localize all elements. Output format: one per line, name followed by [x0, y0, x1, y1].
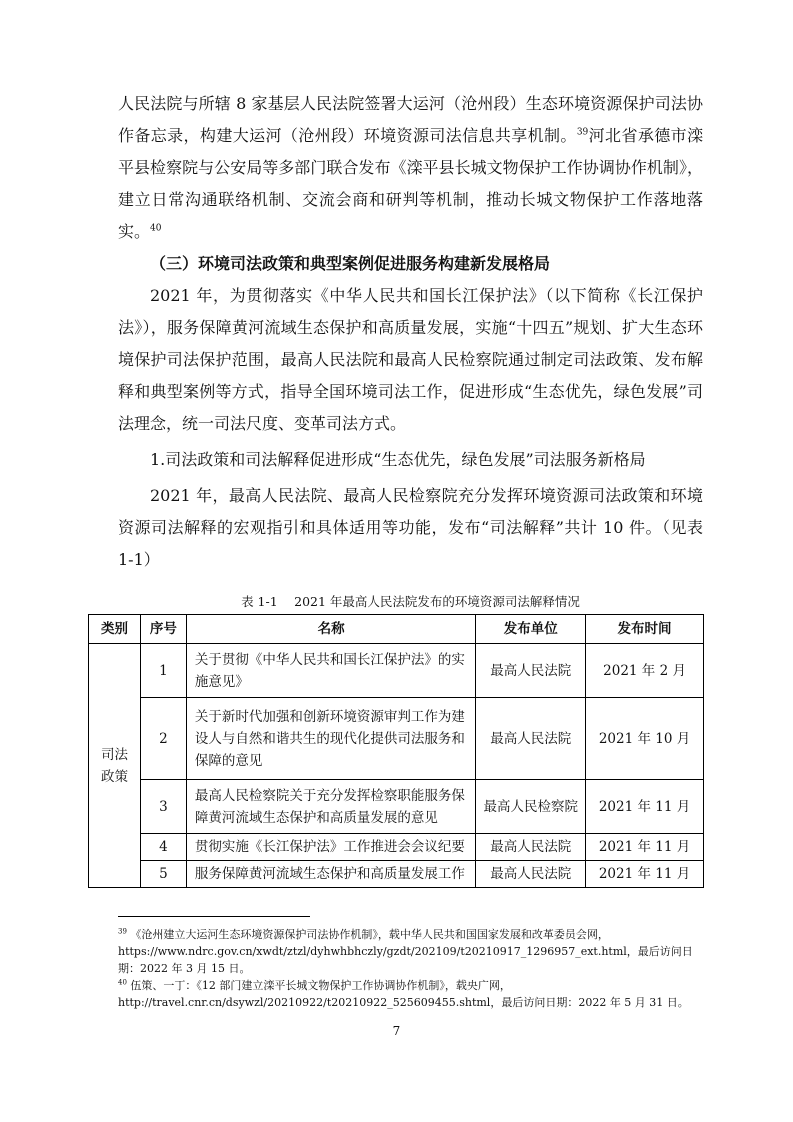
- row-issuer: 最高人民法院: [476, 861, 586, 888]
- row-date: 2021 年 2 月: [586, 644, 704, 698]
- category-line-1: 司法: [100, 746, 128, 763]
- paragraph-2: 2021 年，为贯彻落实《中华人民共和国长江保护法》（以下简称《长江保护法》），服务保障黄河流域生态保护和高质量发展，实施“十四五”规划、扩大生态环境保护司法保护范围，最高人民法院和最高人民检察院通过制定司法政策、发布解释和典型案例等方式，指导全国环境司法工作，促进形成“生态优先，绿色发展”司法理念，统一司法尺度、变革司法方式。: [118, 286, 703, 433]
- footnotes: [118, 926, 703, 1011]
- row-issuer: 最高人民法院: [476, 698, 586, 780]
- row-name: 关于新时代加强和创新环境资源审判工作为建设人与自然和谐共生的现代化提供司法服务和保障的意见: [186, 698, 475, 780]
- table-row: [89, 780, 704, 834]
- footnote-ref-40[interactable]: 40: [150, 223, 162, 234]
- table-row: [89, 698, 704, 780]
- row-date: 2021 年 11 月: [586, 780, 704, 834]
- footnote-text: 伍策、一丁：《12 部门建立滦平长城文物保护工作协调协作机制》，载央广网，http://travel.cnr.cn/dsywzl/20210922/t20210922_525609455.shtml，最后访问日期：2022 年 5 月 31 日。: [118, 979, 689, 1009]
- footnote-39: [118, 926, 703, 977]
- header-number: 序号: [140, 615, 186, 644]
- table-row: [89, 644, 704, 698]
- section-heading: （三）环境司法政策和典型案例促进服务构建新发展格局: [150, 254, 551, 273]
- row-issuer: 最高人民法院: [476, 834, 586, 861]
- row-name: 最高人民检察院关于充分发挥检察职能服务保障黄河流域生态保护和高质量发展的意见: [186, 780, 475, 834]
- paragraph-1-text-a: 人民法院与所辖 8 家基层人民法院签署大运河（沧州段）生态环境资源保护司法协作备忘录，构建大运河（沧州段）环境资源司法信息共享机制。: [118, 94, 703, 145]
- row-date: 2021 年 11 月: [586, 834, 704, 861]
- judicial-interpretation-table: [88, 614, 704, 888]
- row-name: 关于贯彻《中华人民共和国长江保护法》的实施意见》: [186, 644, 475, 698]
- header-issuer: 发布单位: [476, 615, 586, 644]
- table-row: [89, 834, 704, 861]
- footnote-divider: [118, 916, 310, 917]
- row-issuer: 最高人民检察院: [476, 780, 586, 834]
- page-number: 7: [392, 1024, 401, 1038]
- table-header-row: [89, 615, 704, 644]
- row-number: 1: [140, 644, 186, 698]
- row-number: 5: [140, 861, 186, 888]
- footnote-40: [118, 977, 703, 1011]
- footnote-text: 《沧州建立大运河生态环境资源保护司法协作机制》，载中华人民共和国国家发展和改革委员会网，https://www.ndrc.gov.cn/xwdt/ztzl/dyhwhbhczly/gzdt/202109/t20210917_1296957_ext.html，最后访问日期：2022 年 3 月 15 日。: [118, 928, 693, 975]
- sub-heading: 1.司法政策和司法解释促进形成“生态优先，绿色发展”司法服务新格局: [150, 450, 646, 469]
- table-caption: 表 1-1 2021 年最高人民法院发布的环境资源司法解释情况: [241, 594, 580, 609]
- row-number: 3: [140, 780, 186, 834]
- footnote-number: 39: [118, 927, 127, 936]
- header-category: 类别: [89, 615, 141, 644]
- row-name: 服务保障黄河流域生态保护和高质量发展工作: [186, 861, 475, 888]
- row-number: 4: [140, 834, 186, 861]
- table-row: [89, 861, 704, 888]
- paragraph-1: [118, 88, 703, 248]
- paragraph-1-text-b: 河北省承德市滦平县检察院与公安局等多部门联合发布《滦平县长城文物保护工作协调协作机制》，建立日常沟通联络机制、交流会商和研判等机制，推动长城文物保护工作落地落实。: [118, 126, 703, 241]
- header-date: 发布时间: [586, 615, 704, 644]
- header-name: 名称: [186, 615, 475, 644]
- row-name: 贯彻实施《长江保护法》工作推进会会议纪要: [186, 834, 475, 861]
- row-number: 2: [140, 698, 186, 780]
- category-cell: [89, 644, 141, 888]
- row-issuer: 最高人民法院: [476, 644, 586, 698]
- main-text: [118, 88, 703, 576]
- row-date: 2021 年 11 月: [586, 861, 704, 888]
- footnote-number: 40: [118, 978, 127, 987]
- row-date: 2021 年 10 月: [586, 698, 704, 780]
- paragraph-3: 2021 年，最高人民法院、最高人民检察院充分发挥环境资源司法政策和环境资源司法解释的宏观指引和具体适用等功能，发布“司法解释”共计 10 件。（见表 1-1）: [118, 486, 703, 569]
- category-line-2: 政策: [100, 768, 128, 785]
- footnote-ref-39[interactable]: 39: [576, 127, 589, 138]
